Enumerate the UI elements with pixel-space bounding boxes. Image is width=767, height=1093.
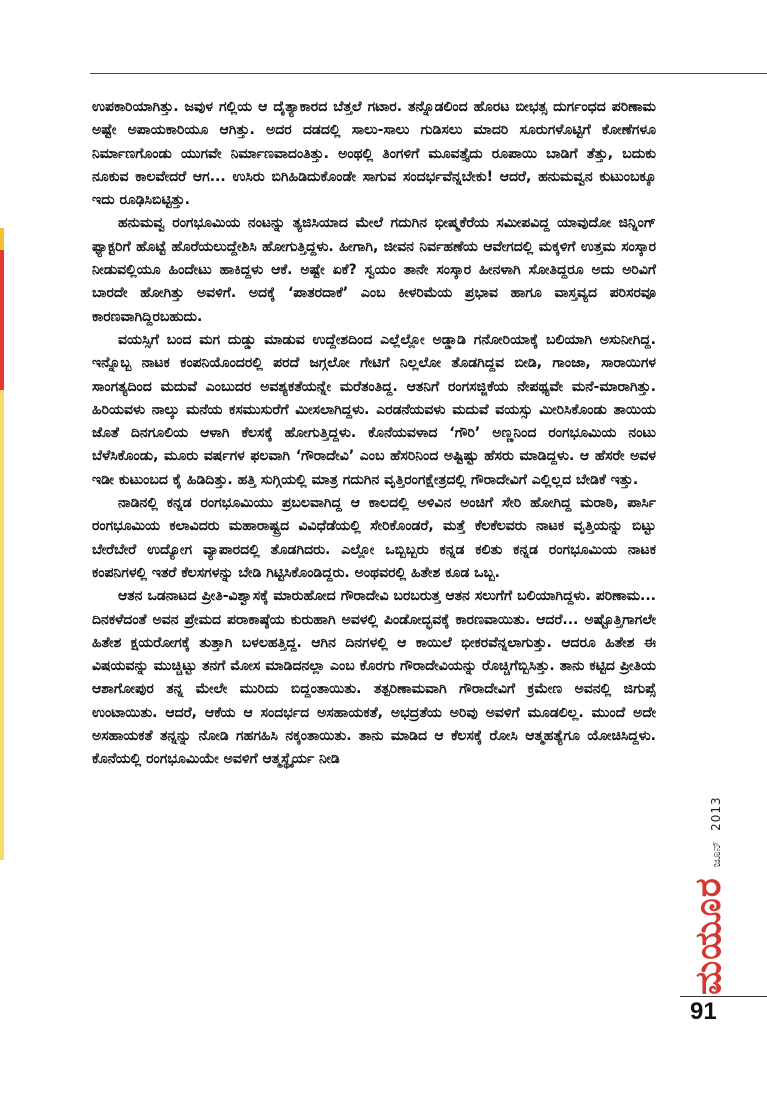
paragraph: ನಾಡಿನಲ್ಲಿ ಕನ್ನಡ ರಂಗಭೂಮಿಯು ಪ್ರಬಲವಾಗಿದ್ದ ಆ ಕಾಲದಲ್ಲಿ ಅಳಿವಿನ ಅಂಚಿಗೆ ಸೇರಿ ಹೋಗಿದ್ದ ಮರಾಠಿ, ಪಾರ್ಸಿ ರಂಗಭೂಮಿಯ ಕಲಾವಿದರು ಮಹಾರಾಷ್ಟ್ರದ ವಿವಿಧೆಡೆಯಲ್ಲಿ ಸೇರಿಕೊಂಡರೆ, ಮತ್ತೆ ಕೆಲಕೆಲವರು ನಾಟಕ ವೃತ್ತಿಯನ್ನು ಬಿಟ್ಟು ಬೇರೆಬೇರೆ ಉದ್ಯೋಗ ವ್ಯಾಪಾರದಲ್ಲಿ ತೊಡಗಿದರು. ಎಲ್ಲೋ ಒಬ್ಬಿಬ್ಬರು ಕನ್ನಡ ಕಲಿತು ಕನ್ನಡ ರಂಗಭೂಮಿಯ ನಾಟಕ ಕಂಪನಿಗಳಲ್ಲಿ ಇತರೆ ಕೆಲಸಗಳನ್ನು ಬೇಡಿ ಗಿಟ್ಟಿಸಿಕೊಂಡಿದ್ದರು. ಅಂಥವರಲ್ಲಿ ಹಿತೇಶ ಕೂಡ ಒಬ್ಬ. [92, 495, 656, 581]
header-rule [90, 73, 767, 74]
paragraph: ಹನುಮವ್ವ ರಂಗಭೂಮಿಯ ನಂಟನ್ನು ತ್ಯಜಿಸಿಯಾದ ಮೇಲೆ ಗದುಗಿನ ಭೀಷ್ಮಕೆರೆಯ ಸಮೀಪವಿದ್ದ ಯಾವುದೋ ಜಿನ್ನಿಂಗ್ ಫ್ಯಾಕ್ಟರಿಗೆ ಹೊಟ್ಟೆ ಹೊರೆಯಲುದ್ದೇಶಿಸಿ ಹೋಗುತ್ತಿದ್ದಳು. ಹೀಗಾಗಿ, ಜೀವನ ನಿರ್ವಹಣೆಯ ಆವೇಗದಲ್ಲಿ ಮಕ್ಕಳಿಗೆ ಉತ್ತಮ ಸಂಸ್ಕಾರ ನೀಡುವಲ್ಲಿಯೂ ಹಿಂದೇಟು ಹಾಕಿದ್ದಳು ಆಕೆ. ಅಷ್ಟೇ ಏಕೆ? ಸ್ವಯಂ ತಾನೇ ಸಂಸ್ಕಾರ ಹೀನಳಾಗಿ ಸೋತಿದ್ದರೂ ಅದು ಅರಿವಿಗೆ ಬಾರದೇ ಹೋಗಿತ್ತು ಅವಳಿಗೆ. ಅದಕ್ಕೆ ‘ಪಾತರದಾಕೆ’ ಎಂಬ ಕೀಳರಿಮೆಯ ಪ್ರಭಾವ ಹಾಗೂ ವಾಸ್ತವ್ಯದ ಪರಿಸರವೂ ಕಾರಣವಾಗಿದ್ದಿರಬಹುದು. [92, 215, 656, 325]
magazine-logo: ಮಯೂರ [688, 877, 729, 995]
magazine-masthead [688, 796, 730, 995]
paragraph: ಉಪಕಾರಿಯಾಗಿತ್ತು. ಜವುಳ ಗಲ್ಲಿಯ ಆ ದೈತ್ಯಾಕಾರದ ಬೆತ್ತಲೆ ಗಟಾರ. ತನ್ನೊಡಲಿಂದ ಹೊರಟ ಬೀಭತ್ಸ ದುರ್ಗಂಧದ ಪರಿಣಾಮ ಅಷ್ಟೇ ಅಪಾಯಕಾರಿಯೂ ಆಗಿತ್ತು. ಅದರ ದಡದಲ್ಲಿ ಸಾಲು-ಸಾಲು ಗುಡಿಸಲು ಮಾದರಿ ಸೂರುಗಳೊಟ್ಟಿಗೆ ಕೋಣೆಗಳೂ ನಿರ್ಮಾಣಗೊಂಡು ಯುಗವೇ ನಿರ್ಮಾಣವಾದಂತಿತ್ತು. ಅಂಥಲ್ಲಿ ತಿಂಗಳಿಗೆ ಮೂವತ್ತೈದು ರೂಪಾಯಿ ಬಾಡಿಗೆ ತೆತ್ತು, ಬದುಕು ನೂಕುವ ಕಾಲವೇದರೆ ಆಗ... ಉಸಿರು ಬಿಗಿಹಿಡಿದುಕೊಂಡೇ ಸಾಗುವ ಸಂದರ್ಭವೆನ್ನಬೇಕು! ಆದರೆ, ಹನುಮವ್ವನ ಕುಟುಂಬಕ್ಕೂ ಇದು ರೂಢಿಸಿಬಿಟ್ಟಿತ್ತು. [92, 99, 656, 209]
paragraph: ಆತನ ಒಡನಾಟದ ಪ್ರೀತಿ-ವಿಶ್ವಾಸಕ್ಕೆ ಮಾರುಹೋದ ಗೌರಾದೇವಿ ಬರಬರುತ್ತ ಆತನ ಸಲುಗೆಗೆ ಬಲಿಯಾಗಿದ್ದಳು. ಪರಿಣಾಮ... ದಿನಕಳೆದಂತೆ ಅವನ ಪ್ರೇಮದ ಪರಾಕಾಷ್ಠೆಯ ಕುರುಹಾಗಿ ಅವಳಲ್ಲಿ ಪಿಂಡೋದ್ಭವಕ್ಕೆ ಕಾರಣವಾಯಿತು. ಆದರೆ... ಅಷ್ಟೊತ್ತಿಗಾಗಲೇ ಹಿತೇಶ ಕ್ಷಯರೋಗಕ್ಕೆ ತುತ್ತಾಗಿ ಬಳಲಹತ್ತಿದ್ದ. ಆಗಿನ ದಿನಗಳಲ್ಲಿ ಆ ಕಾಯಿಲೆ ಭೀಕರವೆನ್ನಲಾಗುತ್ತು. ಆದರೂ ಹಿತೇಶ ಈ ವಿಷಯವನ್ನು ಮುಚ್ಚಿಟ್ಟು ತನಗೆ ಮೋಸ ಮಾಡಿದನಲ್ಲಾ ಎಂಬ ಕೊರಗು ಗೌರಾದೇವಿಯನ್ನು ರೊಚ್ಚಿಗೆಬ್ಬಿಸಿತ್ತು. ತಾನು ಕಟ್ಟಿದ ಪ್ರೀತಿಯ ಆಶಾಗೋಪುರ ತನ್ನ ಮೇಲೇ ಮುರಿದು ಬಿದ್ದಂತಾಯಿತು. ತತ್ಪರಿಣಾಮವಾಗಿ ಗೌರಾದೇವಿಗೆ ಕ್ರಮೇಣ ಅವನಲ್ಲಿ ಜಿಗುಪ್ಸೆ ಉಂಟಾಯಿತು. ಆದರೆ, ಆಕೆಯ ಆ ಸಂದರ್ಭದ ಅಸಹಾಯಕತೆ, ಅಭದ್ರತೆಯ ಅರಿವು ಅವಳಿಗೆ ಮೂಡಲಿಲ್ಲ. ಮುಂದೆ ಅದೇ ಅಸಹಾಯಕತೆ ತನ್ನನ್ನು ನೋಡಿ ಗಹಗಹಿಸಿ ನಕ್ಕಂತಾಯಿತು. ತಾನು ಮಾಡಿದ ಆ ಕೆಲಸಕ್ಕೆ ರೋಸಿ ಆತ್ಮಹತ್ಯೆಗೂ ಯೋಚಿಸಿದ್ದಳು. ಕೊನೆಯಲ್ಲಿ ರಂಗಭೂಮಿಯೇ ಅವಳಿಗೆ ಆತ್ಮಸ್ಥೈರ್ಯ ನೀಡಿ [92, 588, 656, 768]
issue-year: 2013 [709, 796, 723, 831]
page-number: 91 [690, 998, 717, 1025]
margin-color-strip [0, 390, 4, 860]
margin-color-strip [0, 228, 4, 250]
issue-month: ಜೂನ್ [709, 840, 723, 868]
article-body [92, 96, 656, 772]
margin-color-strip [0, 250, 4, 390]
page-number-rule [680, 996, 767, 997]
paragraph: ವಯಸ್ಸಿಗೆ ಬಂದ ಮಗ ದುಡ್ಡು ಮಾಡುವ ಉದ್ದೇಶದಿಂದ ಎಲ್ಲೆಲ್ಲೋ ಅಡ್ಡಾಡಿ ಗನೋರಿಯಾಕ್ಕೆ ಬಲಿಯಾಗಿ ಅಸುನೀಗಿದ್ದ. ಇನ್ನೊಬ್ಬ ನಾಟಕ ಕಂಪನಿಯೊಂದರಲ್ಲಿ ಪರದೆ ಜಗ್ಗಲೋ ಗೇಟಿಗೆ ನಿಲ್ಲಲೋ ತೊಡಗಿದ್ದವ ಬೀಡಿ, ಗಾಂಜಾ, ಸಾರಾಯಿಗಳ ಸಾಂಗತ್ಯದಿಂದ ಮದುವೆ ಎಂಬುದರ ಅವಶ್ಯಕತೆಯನ್ನೇ ಮರೆತಂತಿದ್ದ. ಆತನಿಗೆ ರಂಗಸಜ್ಜಿಕೆಯ ನೇಪಥ್ಯವೇ ಮನೆ-ಮಾರಾಗಿತ್ತು. ಹಿರಿಯವಳು ನಾಲ್ಕು ಮನೆಯ ಕಸಮುಸುರೆಗೆ ಮೀಸಲಾಗಿದ್ದಳು. ಎರಡನೆಯವಳು ಮದುವೆ ವಯಸ್ಸು ಮೀರಿಸಿಕೊಂಡು ತಾಯಿಯ ಜೊತೆ ದಿನಗೂಲಿಯ ಆಳಾಗಿ ಕೆಲಸಕ್ಕೆ ಹೋಗುತ್ತಿದ್ದಳು. ಕೊನೆಯವಳಾದ ‘ಗೌರಿ’ ಅಣ್ಣನಿಂದ ರಂಗಭೂಮಿಯ ನಂಟು ಬೆಳೆಸಿಕೊಂಡು, ಮೂರು ವರ್ಷಗಳ ಫಲವಾಗಿ ‘ಗೌರಾದೇವಿ’ ಎಂಬ ಹೆಸರಿನಿಂದ ಅಷ್ಟಿಷ್ಟು ಹೆಸರು ಮಾಡಿದ್ದಳು. ಆ ಹೆಸರೇ ಅವಳ ಇಡೀ ಕುಟುಂಬದ ಕೈ ಹಿಡಿದಿತ್ತು. ಹತ್ತಿ ಸುಗ್ಗಿಯಲ್ಲಿ ಮಾತ್ರ ಗದುಗಿನ ವೃತ್ತಿರಂಗಕ್ಷೇತ್ರದಲ್ಲಿ ಗೌರಾದೇವಿಗೆ ಎಲ್ಲಿಲ್ಲದ ಬೇಡಿಕೆ ಇತ್ತು. [92, 331, 656, 488]
